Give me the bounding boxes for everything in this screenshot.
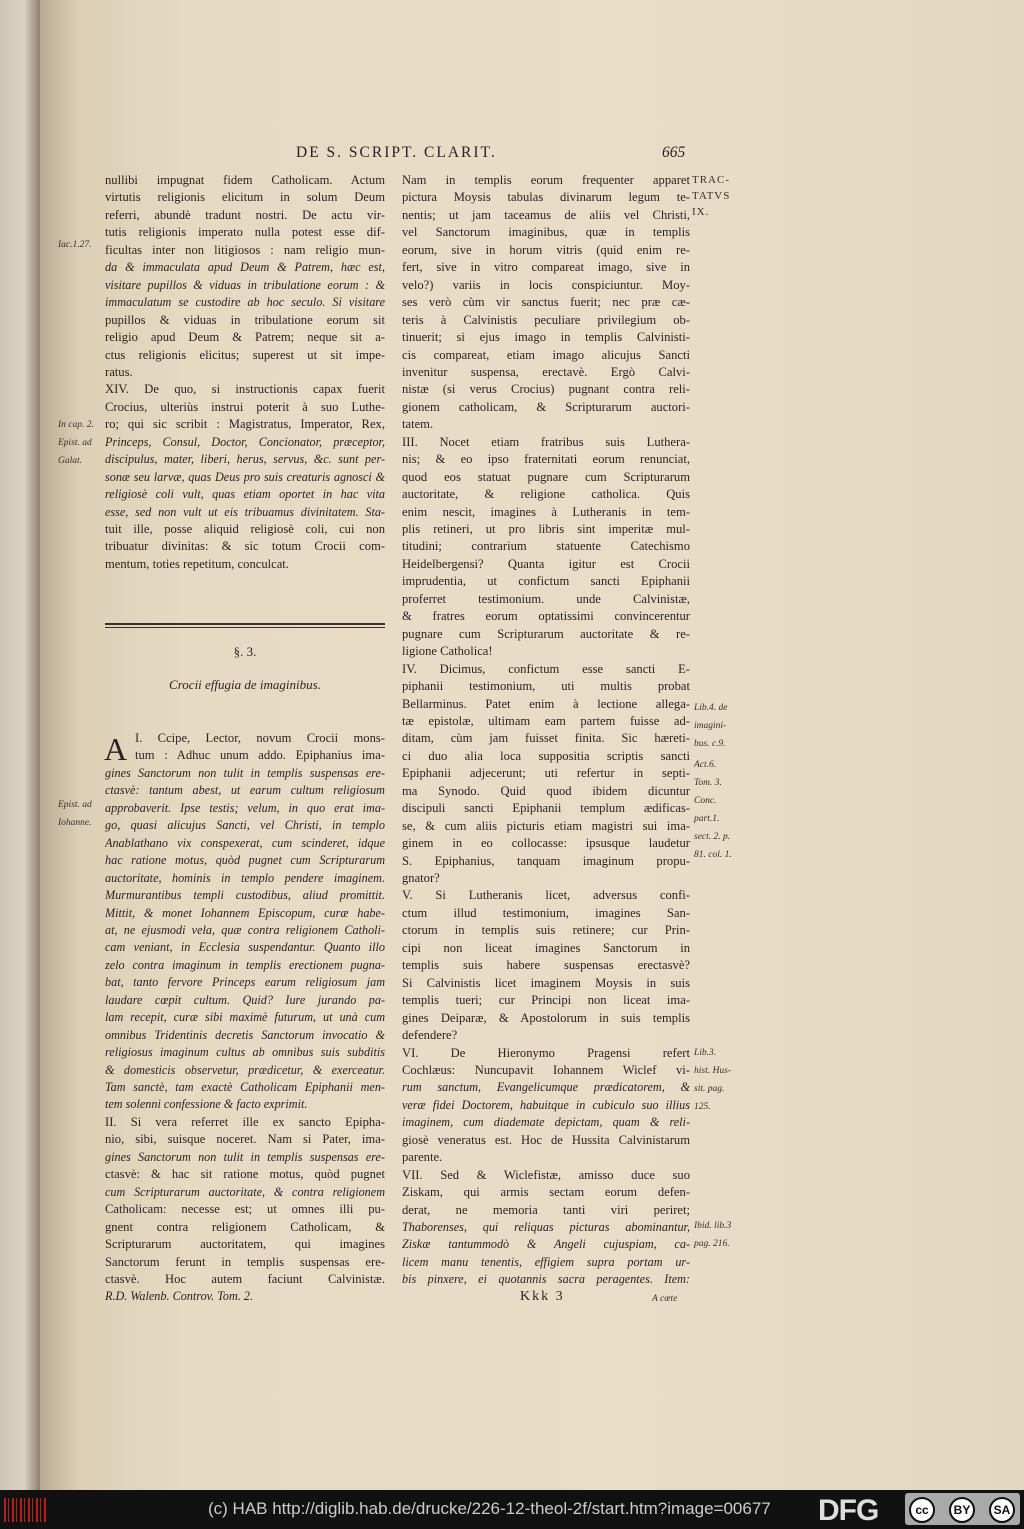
previous-page-edge (0, 0, 40, 1490)
text-line: da & immaculata apud Deum & Patrem, hæc est, (105, 260, 385, 275)
text-line: discipuli sancti Epiphanii templum ædificas- (402, 801, 690, 816)
text-line: mentum, toties repetitum, conculcat. (105, 556, 289, 571)
text-line: gines Deiparæ, & Apostolorum in suis templis (402, 1010, 690, 1025)
text-line: se, & cum aliis picturis etiam magistri sui ima- (402, 818, 690, 833)
text-line: referri, abundè tradunt nostri. De actu vir- (105, 207, 385, 222)
text-line: Sanctorum ferunt in templis suspensas ere- (105, 1254, 385, 1269)
text-line: tutis religionis imperato nulla potest esse dif- (105, 225, 385, 240)
section-number: §. 3. (233, 644, 257, 659)
text-line: auctoritate, hominis in templo pendere imaginem. (105, 870, 385, 885)
text-line: Ziskam, qui armis sectam eorum defen- (402, 1185, 690, 1200)
text-line: Ziskæ tantummodò & Angeli cujuspiam, ca- (402, 1237, 690, 1252)
margin-note: Conc. (694, 796, 717, 806)
text-line: tuit ille, posse aliquid religiosè coli, cui non (105, 522, 385, 536)
text-line: veræ fidei Doctorem, habuitque in cubiculo suo illius (402, 1097, 690, 1112)
cc-icon: cc (909, 1497, 935, 1523)
margin-note: Ibid. lib.3 (694, 1221, 732, 1231)
margin-note: TRAC- (692, 174, 730, 186)
margin-note: pag. 216. (694, 1239, 730, 1249)
text-line: XIV. De quo, si instructionis capax fuerit (105, 382, 385, 397)
text-line: nis; & eo ipso fraternitati eorum renunciat, (402, 452, 690, 467)
text-line: nistæ (si verus Crocius) pugnant contra reli- (402, 382, 690, 397)
text-line: ctasvè: & hac sit ratione motus, quòd pugnet (105, 1167, 385, 1182)
text-line: gnator? (402, 871, 440, 885)
text-line: templis tueri; cur Principi non liceat ima- (402, 993, 690, 1008)
text-line: ligione Catholica! (402, 644, 493, 659)
dfg-logo: DFG (818, 1494, 879, 1527)
text-line: ci duo alia loca suppositia scriptis sancti (402, 748, 690, 763)
margin-note: hist. Hus- (694, 1066, 731, 1076)
text-line: cipi non liceat imagines Sanctorum in (402, 940, 690, 955)
running-title: DE S. SCRIPT. CLARIT. (296, 144, 497, 161)
text-line: invenitur suspensa, erectavè. Ergò Calvi- (402, 364, 690, 379)
text-line: go, quasi alicujus Sancti, vel Christi, in templo (105, 818, 385, 833)
text-line: cis compareat, etiam imago alicujus Sancti (402, 347, 690, 362)
margin-note: In cap. 2. (58, 420, 94, 430)
text-line: Tam sanctè, tam exactè Catholicam Epiphanii men- (105, 1080, 385, 1094)
margin-note: IX. (692, 206, 710, 218)
text-line: esse, sed non vult ut eis tribuamus divinitatem. Sta- (105, 504, 385, 519)
text-line: Scripturarum auctoritatem, qui imagines (105, 1237, 385, 1252)
text-line: pugnare cum Scripturarum auctoritate & re- (402, 626, 690, 641)
margin-note: Act.6. (694, 760, 717, 770)
text-line: tem solenni confessione & facto exprimit. (105, 1097, 308, 1112)
margin-note: 125. (694, 1102, 711, 1112)
text-line: ctum illud testimonium, imagines San- (402, 905, 690, 920)
text-line: & fratres eorum optatissimi convincerentur (402, 609, 690, 624)
text-line: gines Sanctorum non tulit in templis suspensas ere- (105, 1149, 385, 1164)
text-line: bat, tanto fervore Princeps earum religiosum jam (105, 975, 385, 990)
text-line: Crocius, ulteriùs instrui poterit à suo Luthe- (105, 399, 385, 414)
text-line: giosè veneratus est. Hoc de Hussita Calvinistarum (402, 1132, 690, 1147)
text-line: vel Sanctorum imaginibus, quæ in templis (402, 225, 690, 240)
text-line: Anablathano vix conspexerat, cum scinderet, idque (105, 835, 385, 850)
margin-note: 81. col. 1. (694, 850, 732, 860)
margin-note: imagini- (694, 721, 727, 731)
text-line: Si Calvinistis licet imaginem Moysis in suis (402, 975, 690, 990)
text-line: rum sanctum, Evangelicumque prædicatorem, & (402, 1080, 690, 1095)
text-line: I. Ccipe, Lector, novum Crocii mons- (135, 731, 385, 745)
text-line: R.D. Walenb. Controv. Tom. 2. (105, 1289, 254, 1304)
text-line: discipulus, mater, liberi, herus, servus, &c. sunt per- (105, 452, 385, 467)
margin-note: Iac.1.27. (58, 240, 92, 250)
text-line: Bellarminus. Patet enim à lectione allega- (402, 696, 690, 711)
margin-note: part.1. (694, 814, 720, 824)
text-line: ma Synodo. Quid quod ibidem dicuntur (402, 783, 690, 798)
text-line: V. Si Lutheranis licet, adversus confi- (402, 888, 690, 903)
sa-icon: SA (989, 1497, 1015, 1523)
text-line: ro; qui sic scribit : Magistratus, Imperator, Rex, (105, 417, 385, 432)
text-line: Princeps, Consul, Doctor, Concionator, præceptor, (105, 434, 385, 449)
text-line: omnibus Tridentinis decretis Sanctorum invocatio & (105, 1027, 385, 1042)
text-line: religio apud Deum & Patrem; neque sit a- (105, 330, 385, 345)
text-line: tum : Adhuc unum addo. Epiphanius ima- (135, 748, 385, 763)
text-line: Heidelbergensi? Quanta igitur est Crocii (402, 556, 690, 571)
catchword: A cœte (652, 1294, 678, 1304)
text-line: VI. De Hieronymo Pragensi refert (402, 1045, 690, 1060)
text-line: imprudentia, ut confictum sancti Epiphanii (402, 574, 690, 589)
text-line: zelo contra imaginum in templis erectionem pugna- (105, 957, 385, 972)
text-line: VII. Sed & Wiclefistæ, amisso duce suo (402, 1167, 690, 1182)
text-line: eorum, sive in horum vitris (quid enim re- (402, 242, 690, 257)
section-divider (105, 623, 385, 628)
text-line: hac ratione motus, quòd pugnet cum Scripturarum (105, 853, 385, 868)
text-line: tæ epistolæ, ultimam eam partem fuisse ad- (402, 713, 690, 728)
text-line: ditam, cùm jam fuisset finita. Sic hæreti- (402, 731, 690, 746)
section-title: Crocii effugia de imaginibus. (169, 677, 321, 692)
text-line: defendere? (402, 1028, 458, 1043)
text-line: Cochlæus: Nuncupavit Iohannem Wiclef vi- (402, 1062, 690, 1077)
text-line: II. Si vera referret ille ex sancto Epipha- (105, 1114, 385, 1129)
text-line: teris à Calvinistis peculiare privilegium ob- (402, 312, 690, 327)
text-line: tinuerit; si ejus imago in templis Calvinisti- (402, 330, 690, 345)
text-line: immaculatum se custodire ab hoc seculo. Si visitare (105, 295, 385, 310)
footer-bar (0, 1490, 1024, 1529)
text-line: piphanii testimonium, uti multis probat (402, 679, 690, 694)
text-line: ratus. (105, 364, 133, 379)
text-line: bis pinxere, ei quotannis sacra peragentes. Item: (402, 1272, 690, 1287)
text-line: ficultas inter non litigiosos : nam religio mun- (105, 242, 385, 257)
margin-note: Epist. ad (58, 800, 92, 810)
by-icon: BY (949, 1497, 975, 1523)
text-line: gionem catholicam, & Scripturarum auctori- (402, 399, 690, 414)
text-line: religiosus imaginum cultus ab omnibus suis subditis (105, 1045, 385, 1060)
text-line: derat, ne memoria tanti viri periret; (402, 1202, 690, 1217)
margin-note: bus. c.9. (694, 739, 726, 749)
text-line: enim nescit, imagines à Lutheranis in tem- (402, 504, 690, 519)
text-line: ginem in eo collocasse: ipsusque laudetur (402, 836, 690, 851)
text-line: licem manu tenentis, effigiem supra portam ur- (402, 1254, 690, 1269)
text-line: Murmurantibus templi custodibus, aliud promittit. (105, 888, 385, 903)
text-line: ctasvè. Hoc autem faciunt Calvinistæ. (105, 1271, 385, 1286)
text-line: Catholicam: necesse est; ut omnes illi pu- (105, 1202, 385, 1217)
hab-logo-icon (4, 1498, 48, 1522)
margin-note: TATVS (692, 190, 731, 202)
text-line: lam recepit, curæ sibi maximè futurum, ut unà cum (105, 1010, 385, 1025)
drop-cap: A (104, 733, 128, 765)
text-line: pictura Moysis tabulas divinarum legum te- (402, 190, 690, 205)
margin-note: Epist. ad (58, 438, 92, 448)
text-line: laudare cœpit cultum. Quid? Iure jurando pa- (105, 992, 385, 1007)
text-line: proferret testimonium. unde Calvinistæ, (402, 591, 690, 606)
margin-note: Tom. 3. (694, 778, 722, 788)
margin-note: Lib.4. de (694, 703, 728, 713)
text-line: sonæ seu larvæ, quas Deus pro suis creaturis agnosci & (105, 469, 385, 484)
text-line: titudini; contrarium statuente Catechismo (402, 539, 690, 554)
text-line: Epiphanii adjecerunt; uti refertur in septi- (402, 766, 690, 781)
text-line: S. Epiphanius, tanquam imaginum propu- (402, 853, 690, 868)
text-line: IV. Dicimus, confictum esse sancti E- (402, 661, 690, 676)
page-number: 665 (662, 144, 686, 161)
text-line: nentis; ut jam taceamus de aliis vel Christi, (402, 207, 690, 222)
text-line: ctasvè: tantum abest, ut earum cultum religiosum (105, 783, 385, 798)
text-line: nio, sibi, suisque noceret. Nam si Pater, ima- (105, 1132, 385, 1147)
margin-note: Lib.3. (694, 1048, 717, 1058)
margin-note: sect. 2. p. (694, 832, 731, 842)
text-line: virtutis religionis elicitum in solum Deum (105, 190, 385, 205)
cc-license-badge[interactable] (905, 1493, 1020, 1525)
text-line: religiosè coli vult, quas etiam oportet in hac vita (105, 487, 385, 502)
text-line: plis retineri, ut pro libris sint imperitæ mul- (402, 522, 690, 536)
text-line: cum Scripturarum auctoritate, & contra religionem (105, 1184, 385, 1199)
text-line: imaginem, cum diademate depictam, quam & reli- (402, 1115, 690, 1130)
text-line: approbaverit. Ipse testis; velum, in quo erat ima- (105, 800, 385, 815)
text-line: gnent contra religionem Catholicam, & (105, 1219, 385, 1234)
text-line: Nam in templis eorum frequenter apparet (402, 173, 690, 187)
text-line: auctoritate, & religione catholica. Quis (402, 487, 690, 502)
text-line: fert, sive in vitro compareat imago, sive in (402, 260, 690, 275)
text-line: tribuatur divinitas: & sic totum Crocii com- (105, 539, 385, 554)
text-line: pupillos & viduas in tribulatione eorum sit (105, 312, 385, 327)
copyright-link[interactable]: (c) HAB http://diglib.hab.de/drucke/226-12-theol-2f/start.htm?image=00677 (208, 1499, 771, 1518)
text-line: Thaborenses, qui reliquas picturas abominantur, (402, 1220, 690, 1234)
text-line: parente. (402, 1150, 443, 1165)
text-line: tatem. (402, 417, 434, 432)
text-line: & domesticis observetur, prædicetur, & exerceatur. (105, 1062, 385, 1077)
text-line: cam veniant, in Ecclesia suspendantur. Quanto illo (105, 940, 385, 955)
signature-mark: Kkk 3 (520, 1289, 565, 1304)
text-line: ctus religionis elicitus; superest ut sit impe- (105, 347, 385, 362)
text-line: quod eos statuat pugnare cum Scripturarum (402, 469, 690, 484)
text-line: III. Nocet etiam fratribus suis Luthera- (402, 434, 690, 449)
text-line: templis suis habere suspensas erectasvè? (402, 958, 690, 973)
text-line: gines Sanctorum non tulit in templis suspensas ere- (105, 765, 385, 780)
text-line: ses verò cùm vir sanctus fuerit; nec præ cæ- (402, 295, 690, 310)
margin-note: Iohanne. (58, 818, 92, 828)
text-line: ctorum in templis suis retinere; cur Prin- (402, 923, 690, 938)
margin-note: Galat. (58, 456, 83, 466)
text-line: Mittit, & monet Iohannem Episcopum, curæ habe- (105, 905, 385, 920)
text-line: at, ne ejusmodi vela, quæ contra religionem Catholi- (105, 922, 385, 937)
margin-note: sit. pag. (694, 1084, 725, 1094)
text-line: velo?) variis in locis conspiciuntur. Moy- (402, 277, 690, 292)
text-line: visitare pupillos & viduas in tribulatione eorum : & (105, 277, 385, 292)
text-line: nullibi impugnat fidem Catholicam. Actum (105, 173, 385, 187)
